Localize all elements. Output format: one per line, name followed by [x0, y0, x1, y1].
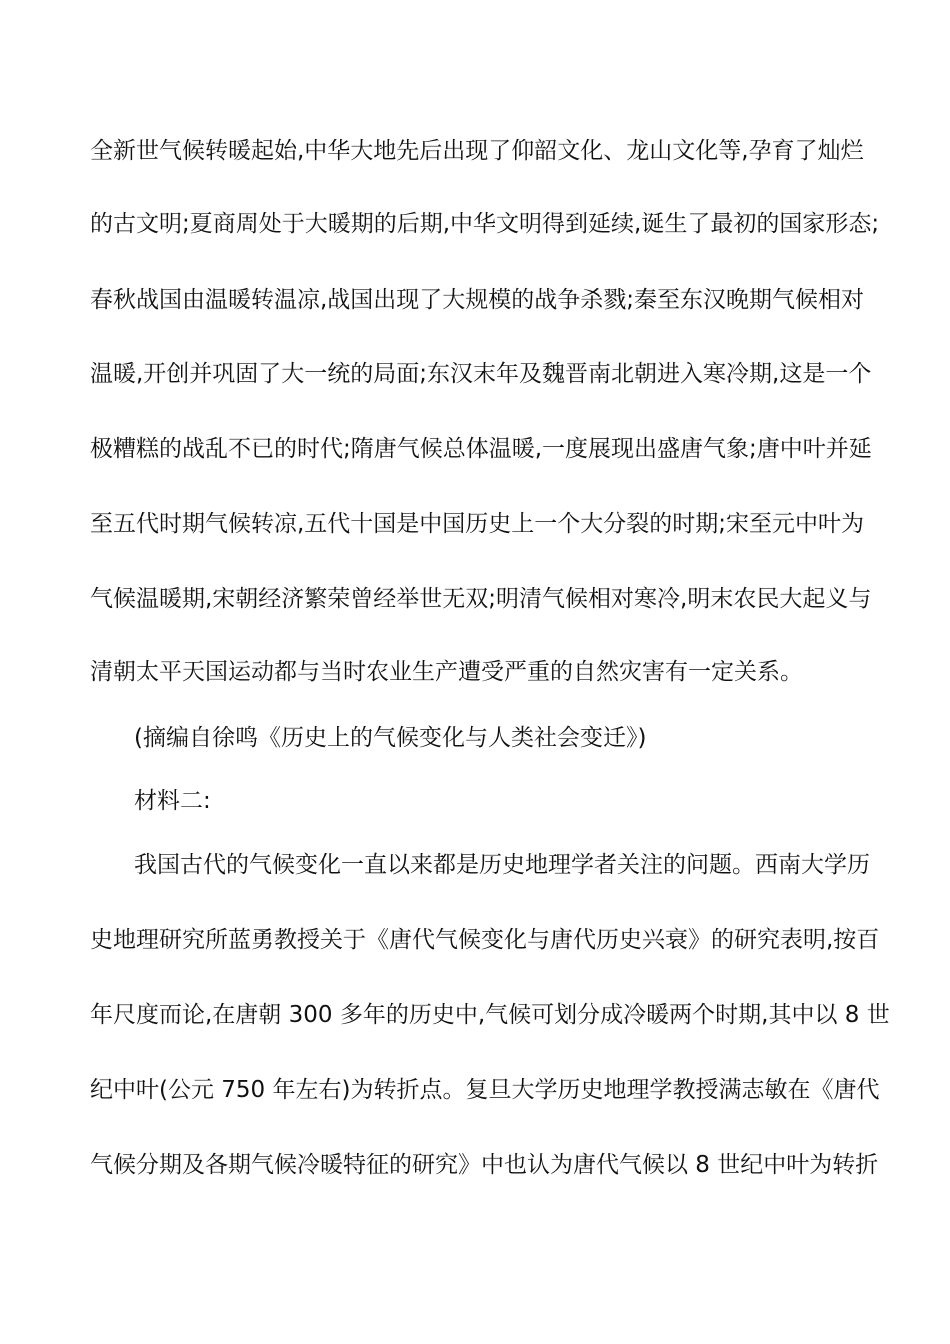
- source-citation: (摘编自徐鸣《历史上的气候变化与人类社会变迁》): [134, 725, 647, 751]
- section-heading: 材料二:: [134, 788, 211, 814]
- paragraph-line: 清朝太平天国运动都与当时农业生产遭受严重的自然灾害有一定关系。: [90, 659, 803, 685]
- paragraph-line: 气候分期及各期气候冷暖特征的研究》中也认为唐代气候以 8 世纪中叶为转折: [90, 1152, 879, 1178]
- paragraph-line: 纪中叶(公元 750 年左右)为转折点。复旦大学历史地理学教授满志敏在《唐代: [90, 1077, 880, 1103]
- paragraph-line: 春秋战国由温暖转温凉,战国出现了大规模的战争杀戮;秦至东汉晚期气候相对: [90, 287, 865, 313]
- paragraph-line: 气候温暖期,宋朝经济繁荣曾经举世无双;明清气候相对寒冷,明末农民大起义与: [90, 586, 872, 612]
- paragraph-line: 温暖,开创并巩固了大一统的局面;东汉末年及魏晋南北朝进入寒冷期,这是一个: [90, 361, 872, 387]
- paragraph-line: 的古文明;夏商周处于大暖期的后期,中华文明得到延续,诞生了最初的国家形态;: [90, 211, 880, 237]
- paragraph-line: 史地理研究所蓝勇教授关于《唐代气候变化与唐代历史兴衰》的研究表明,按百: [90, 927, 880, 953]
- paragraph-line: 至五代时期气候转凉,五代十国是中国历史上一个大分裂的时期;宋至元中叶为: [90, 511, 865, 537]
- paragraph-line: 全新世气候转暖起始,中华大地先后出现了仰韶文化、龙山文化等,孕育了灿烂: [90, 138, 864, 164]
- paragraph-line: 极糟糕的战乱不已的时代;隋唐气候总体温暖,一度展现出盛唐气象;唐中叶并延: [90, 436, 872, 462]
- paragraph-line: 年尺度而论,在唐朝 300 多年的历史中,气候可划分成冷暖两个时期,其中以 8 世: [90, 1002, 890, 1028]
- paragraph-line: 我国古代的气候变化一直以来都是历史地理学者关注的问题。西南大学历: [134, 852, 870, 878]
